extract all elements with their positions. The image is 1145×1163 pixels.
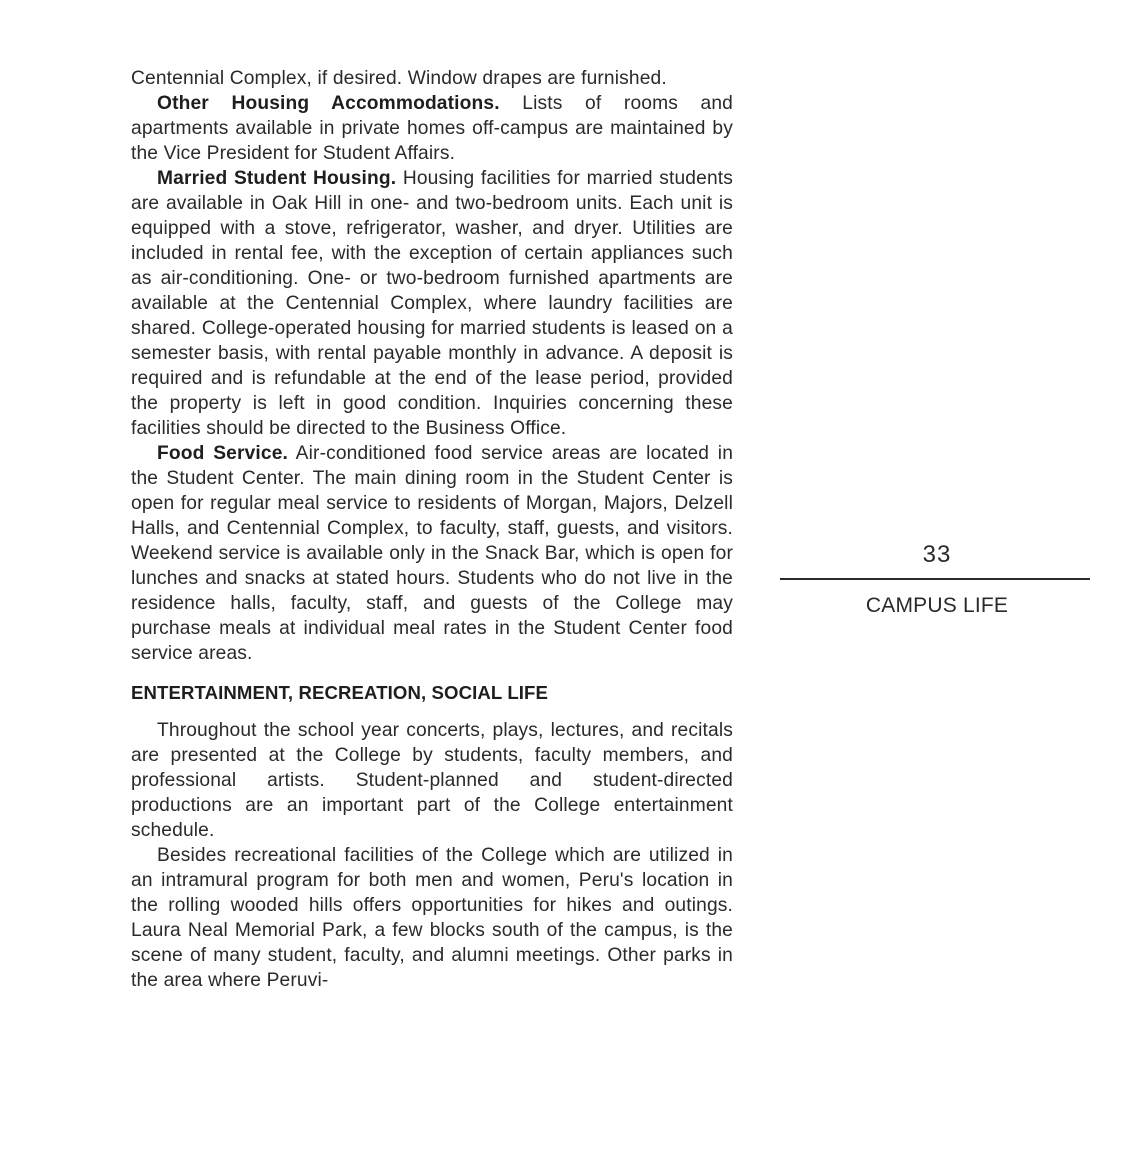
food-service-text: Air-conditioned food service areas are located in the Student Center. The main dining room in the Student Center is open for regular meal service to residents of Morgan, Majors, Delzell Halls, and Centennial Complex, to faculty, staff, guests, and visitors. Weekend service is available only in the Snack Bar, which is open for lunches and snacks at stated hours. Students who do not live in the residence halls, faculty, staff, and guests of the College may purchase meals at individual meal rates in the Student Center food service areas. [131,443,734,664]
entertainment-text-2: Besides recreational facilities of the College which are utilized in an intramural program for both men and women, Peru's location in the rolling wooded hills offers opportunities for hikes and outings. Laura Neal Memorial Park, a few blocks south of the campus, is the scene of many student, faculty, and alumni meetings. Other parks in the area where Peruvi- [131,845,733,991]
married-housing-text: Housing facilities for married students are available in Oak Hill in one- and two-bedroom units. Each unit is equipped with a stove, refrigerator, washer, and dryer. Utilities are included in rental fee, with the exception of certain appliances such as air-conditioning. One- or two-bedroom furnished apartments are available at the Centennial Complex, where laundry facilities are shared. College-operated housing for married students is leased on a semester basis, with rental payable monthly in advance. A deposit is required and is refundable at the end of the lease period, provided the property is left in good condition. Inquiries concerning these facilities should be directed to the Business Office. [131,168,733,439]
entertainment-section-heading: ENTERTAINMENT, RECREATION, SOCIAL LIFE [131,682,549,703]
page-sidebar [780,540,1090,619]
entertainment-text-1: Throughout the school year concerts, plays, lectures, and recitals are presented at the College by students, faculty members, and professional artists. Student-planned and student-directed productions are an important part of the College entertainment schedule. [131,720,733,841]
sidebar-rule [780,578,1090,580]
married-housing-heading: Married Student Housing. [157,168,397,189]
section-title: CAMPUS LIFE [865,594,1009,617]
other-housing-text: Lists of rooms and apartments available in private homes off-campus are maintained by the Vice President for Student Affairs. [131,93,734,164]
entertainment-paragraph-2 [131,843,733,993]
main-text-column [131,66,733,993]
page-number: 33 [922,541,952,568]
entertainment-paragraph-1 [131,718,733,843]
continuation-paragraph [131,66,733,91]
food-service-heading: Food Service. [157,443,289,464]
food-service-paragraph [131,441,733,666]
married-housing-paragraph [131,166,733,441]
continuation-text: Centennial Complex, if desired. Window drapes are furnished. [131,68,667,89]
other-housing-heading: Other Housing Accommodations. [157,93,500,114]
other-housing-paragraph [131,91,733,166]
